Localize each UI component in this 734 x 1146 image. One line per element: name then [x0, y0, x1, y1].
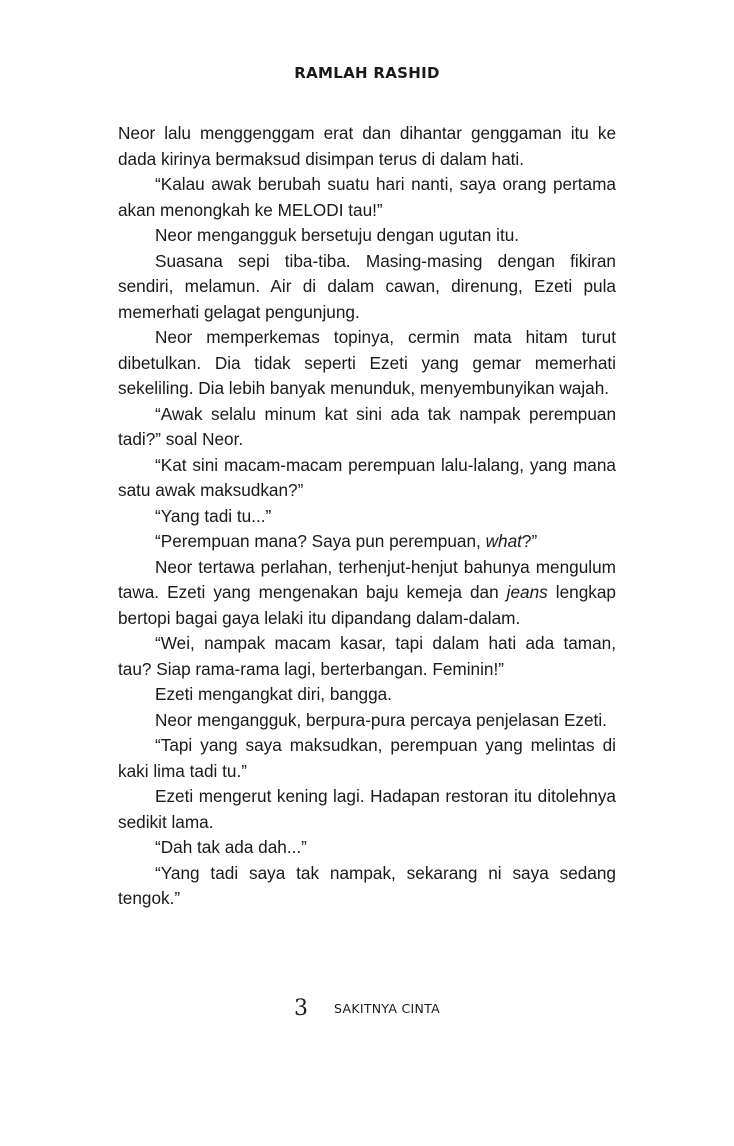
text-segment: “Kat sini macam-macam perempuan lalu-lalang, yang mana satu awak maksudkan?” [118, 454, 616, 500]
paragraph [118, 172, 616, 223]
text-segment: Neor mengangguk, berpura-pura percaya penjelasan Ezeti. [155, 709, 607, 730]
paragraph [118, 784, 616, 835]
paragraph [118, 835, 616, 861]
paragraph [118, 223, 616, 249]
italic-text: what [485, 531, 522, 551]
text-segment: Ezeti mengerut kening lagi. Hadapan restoran itu ditolehnya sedikit lama. [118, 786, 616, 832]
text-segment: Neor memperkemas topinya, cermin mata hitam turut dibetulkan. Dia tidak seperti Ezeti yang gemar memerhati sekeliling. Dia lebih banyak menunduk, menyembunyikan wajah. [118, 327, 616, 398]
text-segment: “Tapi yang saya maksudkan, perempuan yang melintas di kaki lima tadi tu.” [118, 735, 616, 781]
page-footer [0, 996, 734, 1021]
text-segment: ?” [521, 531, 538, 551]
text-segment: Neor mengangguk bersetuju dengan ugutan itu. [155, 225, 520, 245]
text-segment: Suasana sepi tiba-tiba. Masing-masing dengan fikiran sendiri, melamun. Air di dalam cawan, direnung, Ezeti pula memerhati gelagat pengunjung. [118, 250, 616, 322]
paragraph [118, 733, 616, 784]
paragraph [118, 121, 616, 172]
text-segment: “Yang tadi tu...” [155, 505, 272, 526]
text-segment: Neor tertawa perlahan, terhenjut-henjut bahunya mengulum tawa. Ezeti yang mengenakan baju kemeja dan [118, 556, 616, 602]
text-segment: lengkap bertopi bagai gaya lelaki itu dipandang dalam-dalam. [118, 582, 616, 628]
text-segment: “Awak selalu minum kat sini ada tak nampak perempuan tadi?” soal Neor. [118, 403, 616, 449]
page-body-text [118, 121, 616, 912]
text-segment: Neor lalu menggenggam erat dan dihantar genggaman itu ke dada kirinya bermaksud disimpan terus di dalam hati. [118, 123, 616, 169]
paragraph [118, 402, 616, 453]
paragraph [118, 504, 616, 530]
italic-text: jeans [506, 582, 548, 602]
text-segment: “Kalau awak berubah suatu hari nanti, saya orang pertama akan menongkah ke MELODI tau!” [118, 174, 616, 220]
paragraph [118, 631, 616, 682]
paragraph [118, 708, 616, 734]
paragraph [118, 529, 616, 555]
paragraph [118, 325, 616, 402]
text-segment: “Yang tadi saya tak nampak, sekarang ni saya sedang tengok.” [118, 862, 616, 908]
running-header-author: RAMLAH RASHID [294, 64, 440, 82]
text-segment: Ezeti mengangkat diri, bangga. [155, 684, 392, 704]
paragraph [118, 249, 616, 326]
text-segment: “Wei, nampak macam kasar, tapi dalam hati ada taman, tau? Siap rama-rama lagi, berterbangan. Feminin!” [118, 633, 616, 679]
page-number: 3 [294, 996, 309, 1021]
running-footer-book-title: SAKITNYA CINTA [334, 1001, 440, 1016]
paragraph [118, 861, 616, 912]
text-segment: “Perempuan mana? Saya pun perempuan, [155, 531, 486, 551]
text-segment: “Dah tak ada dah...” [155, 837, 307, 857]
paragraph [118, 682, 616, 708]
paragraph [118, 453, 616, 504]
paragraph [118, 555, 616, 632]
